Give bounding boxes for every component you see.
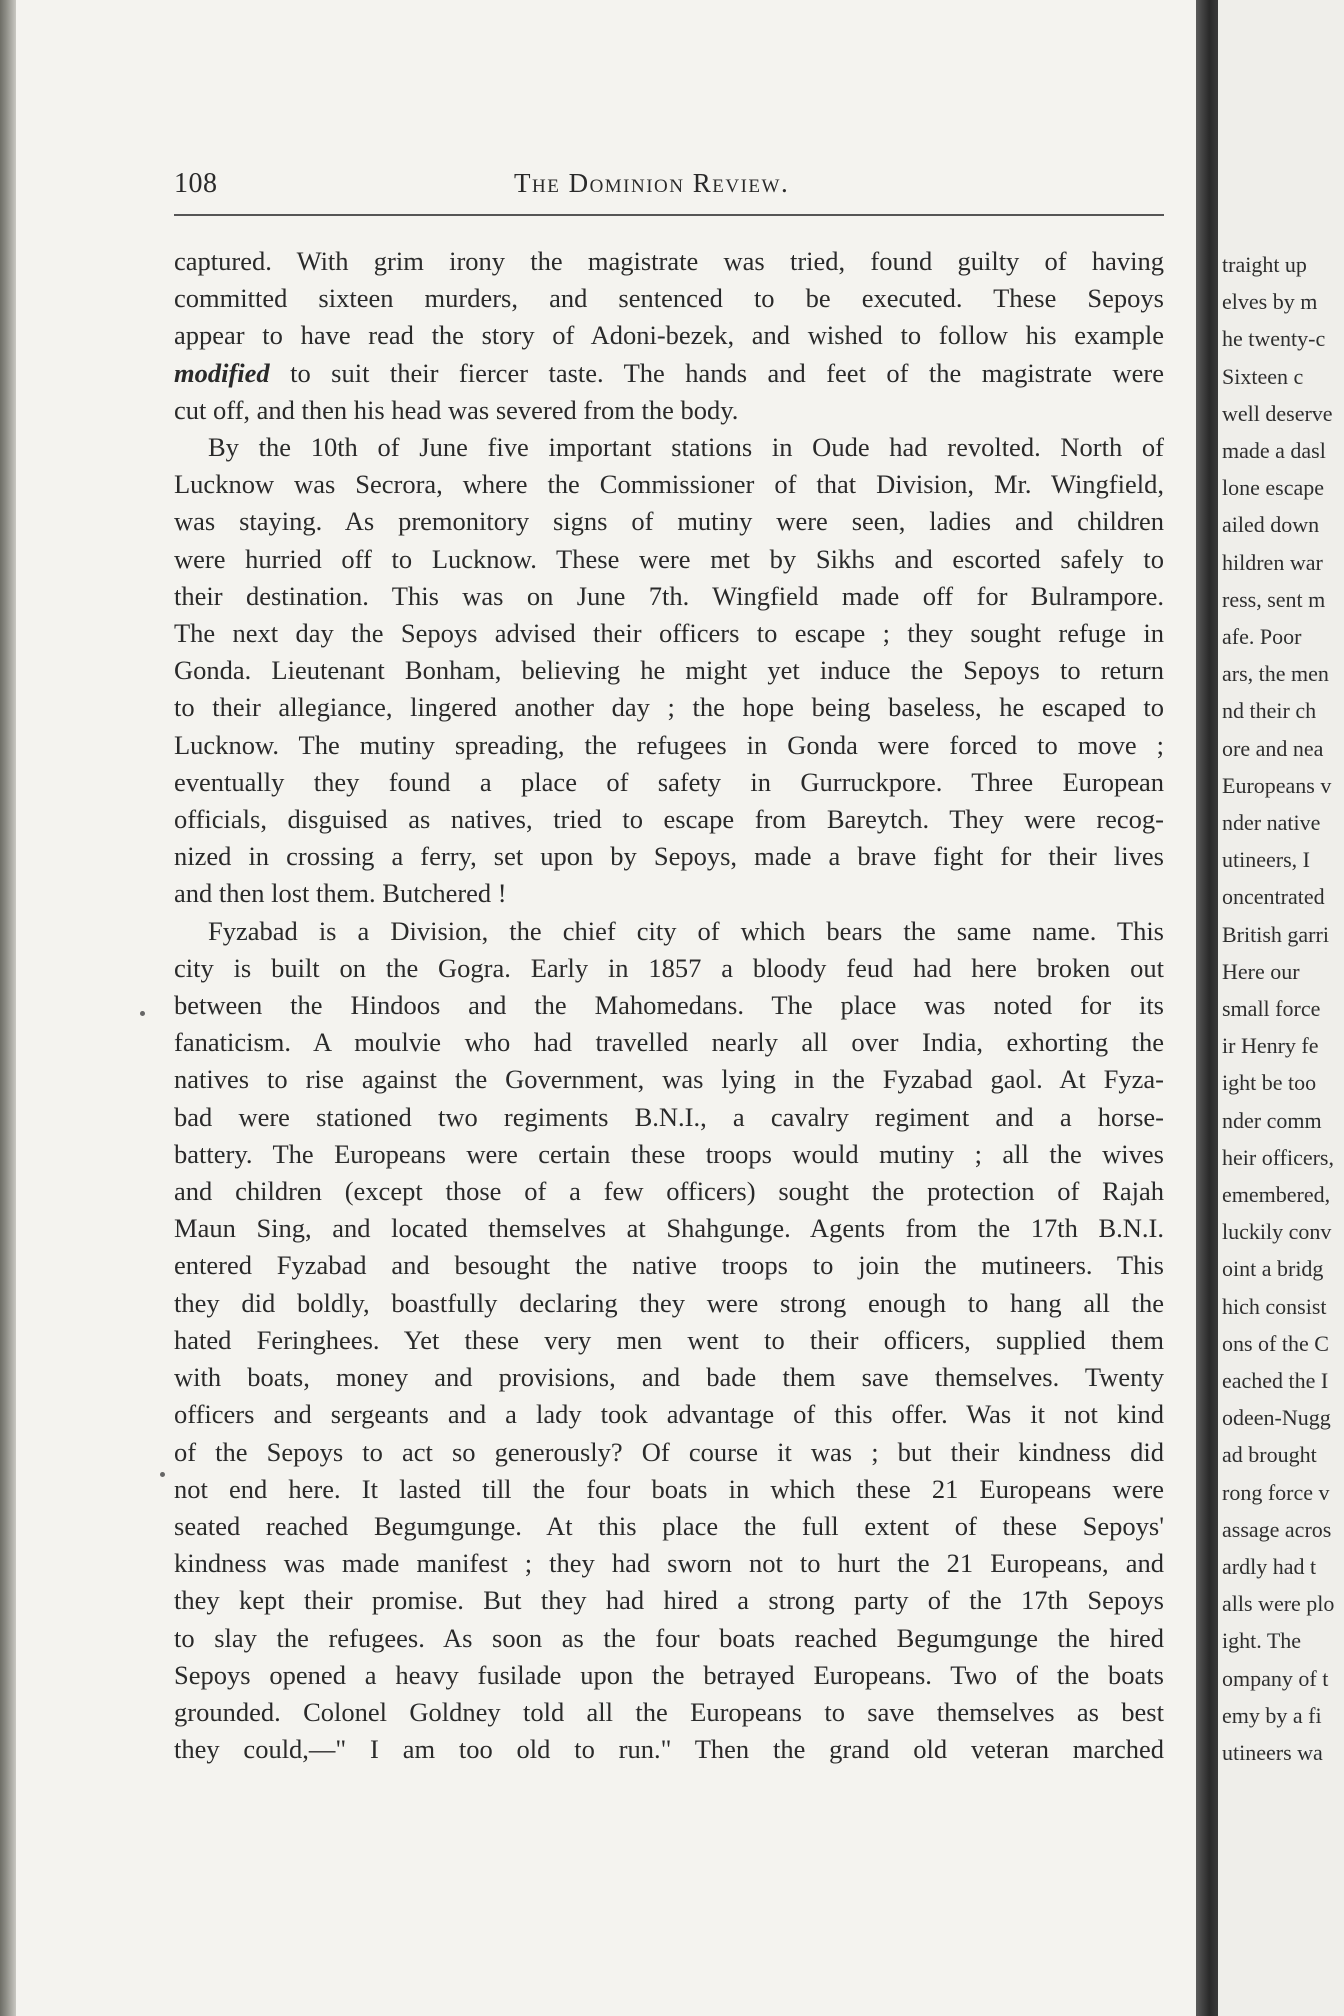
- body-text: [174, 243, 1164, 1768]
- text-line: to slay the refugees. As soon as the four boats reached Begumgunge the hired: [174, 1622, 1164, 1653]
- text-line: bad were stationed two regiments B.N.I., a cavalry regiment and a horse-: [174, 1101, 1164, 1132]
- facing-page-line: Europeans v: [1222, 772, 1332, 798]
- facing-page-line: ompany of t: [1222, 1665, 1329, 1691]
- text-line: with boats, money and provisions, and bade them save themselves. Twenty: [174, 1362, 1164, 1393]
- facing-page-line: nder native: [1222, 810, 1321, 835]
- text-line: Lucknow. The mutiny spreading, the refugees in Gonda were forced to move ;: [174, 729, 1164, 760]
- text-line: to their allegiance, lingered another day ; the hope being baseless, he escaped to: [174, 692, 1164, 723]
- text-line: Sepoys opened a heavy fusilade upon the betrayed Europeans. Two of the boats: [174, 1659, 1164, 1690]
- facing-page-line: oncentrated: [1222, 884, 1325, 910]
- text-line: seated reached Begumgunge. At this place the full extent of these Sepoys': [174, 1510, 1164, 1541]
- text-line: not end here. It lasted till the four boats in which these 21 Europeans were: [174, 1473, 1164, 1504]
- text-line: battery. The Europeans were certain these troops would mutiny ; all the wives: [174, 1138, 1164, 1169]
- text-line: city is built on the Gogra. Early in 1857 a bloody feud had here broken out: [174, 952, 1164, 983]
- facing-page-line: nder comm: [1222, 1107, 1322, 1133]
- margin-mark: [140, 1011, 145, 1016]
- facing-page-line: emembered,: [1222, 1182, 1331, 1207]
- text-line: appear to have read the story of Adoni-bezek, and wished to follow his example: [174, 320, 1164, 351]
- facing-page-line: traight up: [1222, 252, 1307, 277]
- book-gutter: [1196, 0, 1218, 2016]
- text-line: By the 10th of June five important stations in Oude had revolted. North of: [208, 432, 1164, 463]
- facing-page-line: emy by a fi: [1222, 1702, 1322, 1728]
- facing-page-line: eached the I: [1222, 1368, 1329, 1393]
- facing-page-line: ight. The: [1222, 1628, 1302, 1654]
- text-line: officers and sergeants and a lady took advantage of this offer. Was it not kind: [174, 1399, 1164, 1430]
- facing-page-line: ight be too: [1222, 1070, 1317, 1096]
- facing-page-line: ad brought: [1222, 1442, 1317, 1468]
- text-line: hated Feringhees. Yet these very men went to their officers, supplied them: [174, 1324, 1164, 1355]
- text-line: Fyzabad is a Division, the chief city of which bears the same name. This: [208, 915, 1164, 946]
- facing-page-line: British garri: [1222, 921, 1329, 947]
- text-line: of the Sepoys to act so generously? Of course it was ; but their kindness did: [174, 1436, 1164, 1467]
- header-rule: [174, 214, 1164, 216]
- text-line: captured. With grim irony the magistrate was tried, found guilty of having: [174, 246, 1164, 276]
- text-line: and then lost them. Butchered !: [174, 878, 507, 909]
- page-number: 108: [174, 168, 218, 199]
- facing-page-line: afe. Poor: [1222, 624, 1302, 649]
- text-line: natives to rise against the Government, was lying in the Fyzabad gaol. At Fyza-: [174, 1064, 1164, 1095]
- facing-page-line: small force: [1222, 996, 1321, 1021]
- journal-title: The Dominion Review.: [514, 168, 790, 198]
- facing-page-line: elves by m: [1222, 289, 1318, 315]
- facing-page-line: made a dasl: [1222, 438, 1326, 463]
- text-line: cut off, and then his head was severed from the body.: [174, 394, 739, 425]
- facing-page-line: ardly had t: [1222, 1554, 1317, 1579]
- facing-page-line: ars, the men: [1222, 661, 1329, 687]
- text-line: modified to suit their fiercer taste. The hands and feet of the magistrate were: [174, 357, 1164, 388]
- facing-page-fragment: [1218, 0, 1344, 2016]
- text-line: their destination. This was on June 7th. Wingfield made off for Bulrampore.: [174, 580, 1164, 611]
- facing-page-line: utineers, I: [1222, 847, 1310, 873]
- margin-mark: [160, 1472, 165, 1477]
- text-line: The next day the Sepoys advised their officers to escape ; they sought refuge in: [174, 618, 1164, 649]
- text-line: between the Hindoos and the Mahomedans. The place was noted for its: [174, 990, 1164, 1021]
- text-line: Gonda. Lieutenant Bonham, believing he might yet induce the Sepoys to return: [174, 655, 1164, 686]
- text-line: eventually they found a place of safety in Gurruckpore. Three European: [174, 766, 1164, 797]
- facing-page-line: luckily conv: [1222, 1219, 1332, 1245]
- facing-page-line: lone escape: [1222, 475, 1324, 501]
- text-line: were hurried off to Lucknow. These were met by Sikhs and escorted safely to: [174, 543, 1164, 574]
- facing-page-line: rong force v: [1222, 1479, 1330, 1505]
- text-line: kindness was made manifest ; they had sworn not to hurt the 21 Europeans, and: [174, 1548, 1164, 1579]
- facing-page-line: ailed down: [1222, 512, 1320, 538]
- text-line: Maun Sing, and located themselves at Shahgunge. Agents from the 17th B.N.I.: [174, 1213, 1164, 1244]
- text-line: officials, disguised as natives, tried to escape from Bareytch. They were recog-: [174, 804, 1164, 835]
- facing-page-line: hich consist: [1222, 1293, 1327, 1319]
- facing-page-line: well deserve: [1222, 400, 1333, 426]
- emphasis: modified: [174, 357, 270, 388]
- book-binding-edge: [0, 0, 16, 2016]
- text-line: entered Fyzabad and besought the native troops to join the mutineers. This: [174, 1250, 1164, 1281]
- text-line: nized in crossing a ferry, set upon by Sepoys, made a brave fight for their lives: [174, 841, 1164, 872]
- facing-page-line: heir officers,: [1222, 1144, 1334, 1170]
- facing-page-line: utineers wa: [1222, 1740, 1323, 1765]
- facing-page-line: ore and nea: [1222, 735, 1324, 761]
- facing-page-line: assage acros: [1222, 1516, 1332, 1542]
- text-line: they kept their promise. But they had hired a strong party of the 17th Sepoys: [174, 1585, 1164, 1616]
- text-line: and children (except those of a few officers) sought the protection of Rajah: [174, 1176, 1164, 1207]
- facing-page-line: alls were plo: [1222, 1591, 1335, 1617]
- facing-page-line: ons of the C: [1222, 1330, 1329, 1356]
- text-line: grounded. Colonel Goldney told all the Europeans to save themselves as best: [174, 1696, 1164, 1727]
- running-head: [174, 168, 1164, 208]
- text-line: Lucknow was Secrora, where the Commissioner of that Division, Mr. Wingfield,: [174, 469, 1164, 500]
- facing-page-line: hildren war: [1222, 549, 1323, 575]
- text-line: was staying. As premonitory signs of mutiny were seen, ladies and children: [174, 506, 1164, 537]
- text-line: fanaticism. A moulvie who had travelled nearly all over India, exhorting the: [174, 1027, 1164, 1058]
- facing-page-line: ir Henry fe: [1222, 1033, 1319, 1059]
- text-line: committed sixteen murders, and sentenced to be executed. These Sepoys: [174, 283, 1164, 314]
- text-line: they could,—" I am too old to run." Then the grand old veteran marched: [174, 1734, 1164, 1765]
- facing-page-line: odeen-Nugg: [1222, 1405, 1331, 1431]
- facing-page-line: ress, sent m: [1222, 586, 1326, 612]
- facing-page-line: he twenty-c: [1222, 326, 1326, 352]
- text-line: they did boldly, boastfully declaring they were strong enough to hang all the: [174, 1287, 1164, 1318]
- facing-page-line: nd their ch: [1222, 698, 1317, 724]
- facing-page-line: oint a bridg: [1222, 1256, 1324, 1282]
- facing-page-line: Here our: [1222, 958, 1300, 984]
- facing-page-line: Sixteen c: [1222, 363, 1304, 389]
